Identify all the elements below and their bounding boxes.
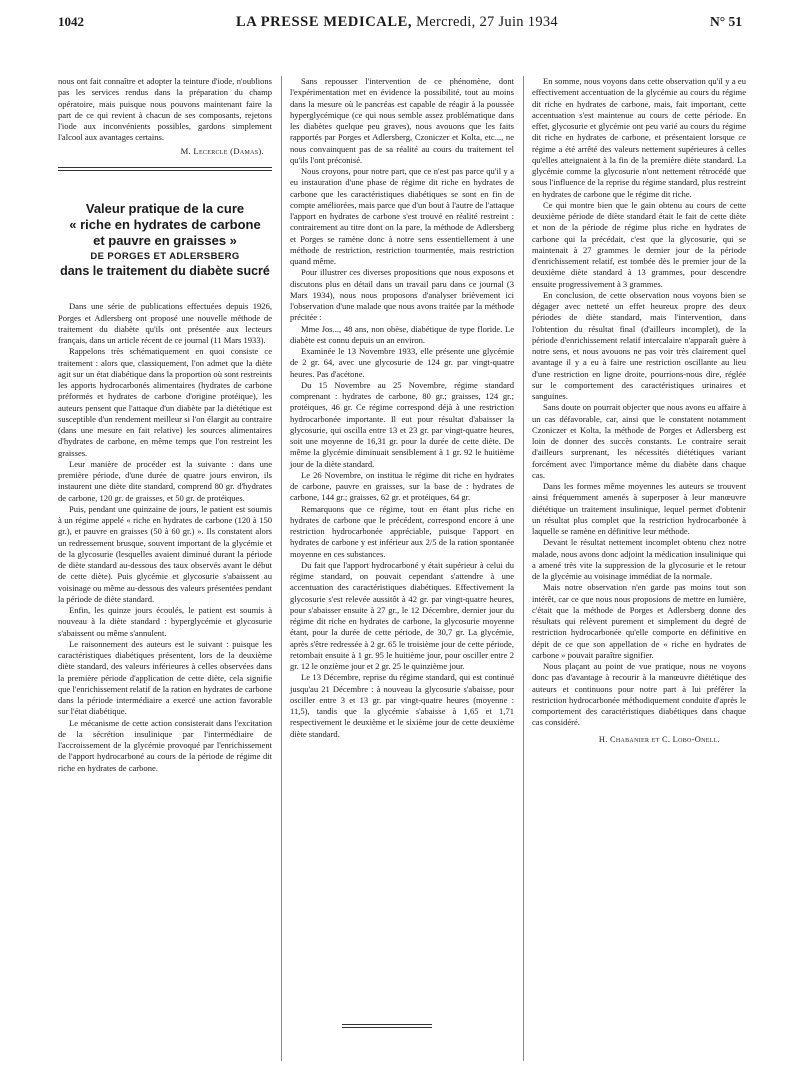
- journal-name: LA PRESSE MEDICALE,: [235, 14, 413, 30]
- page-header: [58, 14, 742, 36]
- paragraph: Sans doute on pourrait objecter que nous avons eu affaire à un cas défavorable, car, ainsi que le constatent notamment Czoniczer et Kolta, la méthode de Porges et Adlersberg est loin de donner des succès constants. Le contraire serait d'ailleurs surprenant, les nécessités diététiques variant forcément avec l'importance même du diabète dans chaque cas.: [532, 402, 746, 480]
- title-authors: DE PORGES ET ADLERSBERG: [90, 250, 240, 262]
- issue-date: Mercredi, 27 Juin 1934: [416, 14, 558, 30]
- paragraph: Leur manière de procéder est la suivante : dans une première période, d'une durée de quatre jours environ, ils instaurent une diète dite standard, comprend 80 gr. d'hydrates de carbone, 120 gr. de graisses, et 50 gr. de protéiques.: [58, 458, 272, 503]
- title-line: dans le traitement du diabète sucré: [60, 264, 270, 278]
- paragraph: Examinée le 13 Novembre 1933, elle présente une glycémie de 2 gr. 64, avec une glycosurie de 124 gr. par vingt-quatre heures. Pas d'acétone.: [290, 346, 514, 379]
- paragraph: Sans repousser l'intervention de ce phénomène, dont l'expérimentation met en évidence la possibilité, tout au moins dans la mesure où le pancréas est capable de réagir à la poussée hyperglycémique (ce qui nous semble assez problématique dans les diabètes quelque peu graves), nous avouons que les faits rapportés par Porges et Adlersberg, Czoniczer et Kolta, etc..., ne nous convainquent pas de sa réalité au cours du traitement tel qu'ils l'ont préconisé.: [290, 76, 514, 165]
- title-line: Valeur pratique de la cure: [85, 200, 245, 216]
- paragraph: Rappelons très schématiquement en quoi consiste ce traitement : alors que, classiquement, l'on admet que la diète agit sur un état diabétique dans la proportion où sont restreints les apports hydrocarbonés alimentaires (hydrates de carbone préformés et hydrates de carbone d'origine protéique), les auteurs pensent que l'attaque d'un diabète par la diététique est susceptible d'un rendement meilleur si l'on élargit au contraire (dans une mesure en fait relative) les sources alimentaires d'hydrates de carbone, en même temps que l'on restreint les graisses.: [58, 346, 272, 458]
- section-divider: [58, 167, 272, 171]
- paragraph: En conclusion, de cette observation nous voyons bien se dégager avec netteté un effet heureux propre des deux périodes de diète standard, mais l'intervention, dans l'obtention du résultat final (d'ailleurs incomplet), de la période d'enrichissement relatif intercalaire n'apparaît guère à notre sens, et nous avouons ne pas voir très clairement quel avantage il y a eu à faire une restriction oscillante au lieu d'une restriction en ligne droite, pourrions-nous dire, réglée sur le comportement des caractéristiques urinaires et sanguines.: [532, 289, 746, 401]
- column-2: [290, 76, 514, 740]
- article-title: [58, 201, 272, 278]
- author-signature: H. Chabanier et C. Lobo-Onell.: [598, 734, 720, 744]
- author-signature: M. Lecercle (Damas).: [180, 145, 264, 156]
- paragraph: Dans une série de publications effectuées depuis 1926, Porges et Adlersberg ont proposé une nouvelle méthode de traitement du diabète qu'ils ont présentée aux lecteurs français, dans un article récent de ce journal (11 Mars 1933).: [58, 301, 272, 345]
- column-divider: [523, 76, 524, 1061]
- page-number: 1042: [58, 14, 84, 29]
- paragraph: Enfin, les quinze jours écoulés, le patient est soumis à nouveau à la diète standard : hyperglycémie et glycosurie s'abaissent ou même s'annulent.: [58, 605, 272, 638]
- title-line: « riche en hydrates de carbone: [69, 216, 261, 232]
- paragraph: Puis, pendant une quinzaine de jours, le patient est soumis à un régime appelé « riche en hydrates de carbone (120 à 150 gr.), et pauvre en graisses (50 à 60 gr.) ». Ils constatent alors un redressement brusque, souvent important de la glycémie et de la glycosurie (lesquelles avaient diminué durant la période de diète standard au-dessous des taux observés avant le début de cette diète). Puis glycémie et glycosurie s'abaissent au voisinage ou même au-dessous des valeurs présentées pendant la période de diète standard.: [58, 503, 272, 604]
- paragraph: Mais notre observation n'en garde pas moins tout son intérêt, car ce que nous nous proposions de mettre en lumière, c'était que la méthode de Porges et Adlersberg donne des résultats qui relèvent purement et simplement du degré de restriction hydrocarbonée qu'elle comporte en définitive en dépit de ce que son appellation de « riche en hydrates de carbone » pouvait paraître signifier.: [532, 582, 746, 660]
- paragraph: Ce qui montre bien que le gain obtenu au cours de cette deuxième période de diète standard était le fait de cette diète et non de la période de régime plus riche en hydrates de carbone qui la précédait, c'est que la glycosurie, qui se maintenait à 27 grammes le dernier jour de la période d'enrichissement relatif, est tombée dès le premier jour de la deuxième diète standard à 13 grammes, pour descendre ensuite progressivement à 3 grammes.: [532, 199, 746, 289]
- paragraph: Devant le résultat nettement incomplet obtenu chez notre malade, nous avons donc adjoint la médication insulinique qui a amené très vite la suppression de la glycosurie et le retour de la glycémie au voisinage immédiat de la normale.: [532, 537, 746, 581]
- column-3: [532, 76, 746, 745]
- paragraph: Du 15 Novembre au 25 Novembre, régime standard comprenant : hydrates de carbone, 80 gr.; graisses, 124 gr.; protéiques, 46 gr. Ce régime correspond déjà à une restriction hydrocarbonée importante. Il eut pour résultat d'abaisser la glycosurie, qui oscilla entre 13 et 23 gr. par vingt-quatre heures, soit une moyenne de 16,31 gr. pour la durée de cette diète. De même la glycémie diminuait sensiblement à 1 gr. 92 le huitième jour de la diète standard.: [290, 379, 514, 469]
- end-rule: [342, 1024, 432, 1028]
- paragraph: Remarquons que ce régime, tout en étant plus riche en hydrates de carbone que le précédent, correspond encore à une restriction hydrocarbonée appréciable, puisque l'apport en hydrates de carbone y est inférieur aux 2/5 de la ration spontanée moyenne en ces substances.: [290, 503, 514, 559]
- paragraph: Le mécanisme de cette action consisterait dans l'excitation de la sécrétion insulinique par l'intermédiaire de l'accroissement de la glycémie provoqué par l'enrichissement de l'apport hydrocarboné au cours de la période de régime dit riche en hydrates de carbone.: [58, 717, 272, 773]
- paragraph: Le 13 Décembre, reprise du régime standard, qui est continué jusqu'au 21 Décembre : à nouveau la glycosurie s'abaisse, pour osciller entre 3 et 13 gr. par vingt-quatre heures (moyenne : 11,5), tandis que la glycémie s'abaisse à 1,65 et 1,71 respectivement le deuxième et le sixième jour de cette deuxième diète standard.: [290, 672, 514, 739]
- paragraph: Dans les formes même moyennes les auteurs se trouvent ainsi fréquemment amenés à superposer à leur manœuvre diététique un traitement insulinique, lequel permet d'obtenir un résultat plus complet que la restriction hydrocarbonée à laquelle se ramène en définitive leur méthode.: [532, 481, 746, 536]
- issue-number: N° 51: [709, 14, 742, 29]
- paragraph: Le raisonnement des auteurs est le suivant : puisque les caractéristiques diabétiques présentent, lors de la deuxième diète standard, des valeurs inférieures à celles observées dans la première période d'application de cette diète, cela signifie que l'enrichissement relatif de la ration en hydrates de carbone dans la période intermédiaire a exercé une action favorable sur l'état diabétique.: [58, 638, 272, 717]
- journal-masthead: [236, 14, 558, 31]
- column-divider: [281, 76, 282, 1061]
- paragraph: Pour illustrer ces diverses propositions que nous exposons et discutons plus en détail dans un travail paru dans ce journal (3 Mars 1934), nous nous proposons d'analyser brièvement ici l'observation d'une malade que nous avons traitée par la méthode précitée :: [290, 267, 514, 323]
- column-1: [58, 76, 272, 774]
- paragraph: Mme Jos..., 48 ans, non obèse, diabétique de type floride. Le diabète est connu depuis un an environ.: [290, 323, 514, 345]
- paragraph: Le 26 Novembre, on institua le régime dit riche en hydrates de carbone, pauvre en graisses, sur la base de : hydrates de carbone, 144 gr.; graisses, 62 gr. et protéiques, 64 gr.: [290, 469, 514, 503]
- paragraph: nous ont fait connaître et adopter la teinture d'iode, n'oublions pas les services rendus dans la préparation du champ opératoire, mais puisque nous pouvons maintenant faire la part de ce qui revient à chacun de ses composants, rejetons l'iode aux inconvénients possibles, gardons simplement l'alcool aux avantages certains.: [58, 76, 272, 143]
- paragraph: En somme, nous voyons dans cette observation qu'il y a eu effectivement accentuation de la glycémie au cours du régime dit riche en hydrates de carbone, mais, fait important, cette accentuation s'est maintenue au cours de cette période. En effet, glycosurie et glycémie ont peu varié au cours du régime dit riche en hydrates de carbone, et présentaient lorsque ce régime a été arrêté des valeurs nettement supérieures à celles qu'elles atteignaient à la fin de la première diète standard. La glycémie comme la glycosurie n'ont nettement rétrocédé que sous l'influence de la reprise du régime standard, plus restreint en hydrates de carbone que le régime dit riche.: [532, 76, 746, 199]
- paragraph: Nous plaçant au point de vue pratique, nous ne voyons donc pas d'avantage à recourir à la manœuvre diététique des auteurs et continuons pour notre part à lui préférer la restriction hydrocarbonée méthodiquement conduite d'après le comportement des caractéristiques diabétiques dans chaque cas considéré.: [532, 661, 746, 728]
- paragraph: Du fait que l'apport hydrocarboné y était supérieur à celui du régime standard, on pouvait cependant s'attendre à une accentuation des caractéristiques diabétiques. Effectivement la glycosurie s'est relevée aussitôt à 42 gr. par vingt-quatre heures, pour s'abaisser ensuite à 27 gr., le 12 Décembre, dernier jour du régime dit riche en hydrates de carbone, la glycosurie moyenne étant, pour la durée de cette période, de 30,7 gr. La glycémie, après s'être redressée à 2 gr. 65 le troisième jour de cette période, retombait ensuite à 1 gr. 95 le huitième jour, pour osciller entre 2 gr. 12 le onzième jour et 2 gr. 25 le quinzième jour.: [290, 559, 514, 671]
- paragraph: Nous croyons, pour notre part, que ce n'est pas parce qu'il y a eu instauration d'une phase de régime dit riche en hydrates de carbone que les caractéristiques diabétiques se sont en fin de compte améliorées, mais parce que d'un bout à l'autre de l'attaque l'apport en hydrates de carbone s'est trouvé en réalité restreint : contrairement au titre dont on la pare, la méthode de Adlersberg et Porges se ramène donc à notre sens essentiellement à une méthode de restriction, restriction tourmentée, mais restriction quand même.: [290, 166, 514, 266]
- title-line: et pauvre en graisses »: [93, 232, 237, 248]
